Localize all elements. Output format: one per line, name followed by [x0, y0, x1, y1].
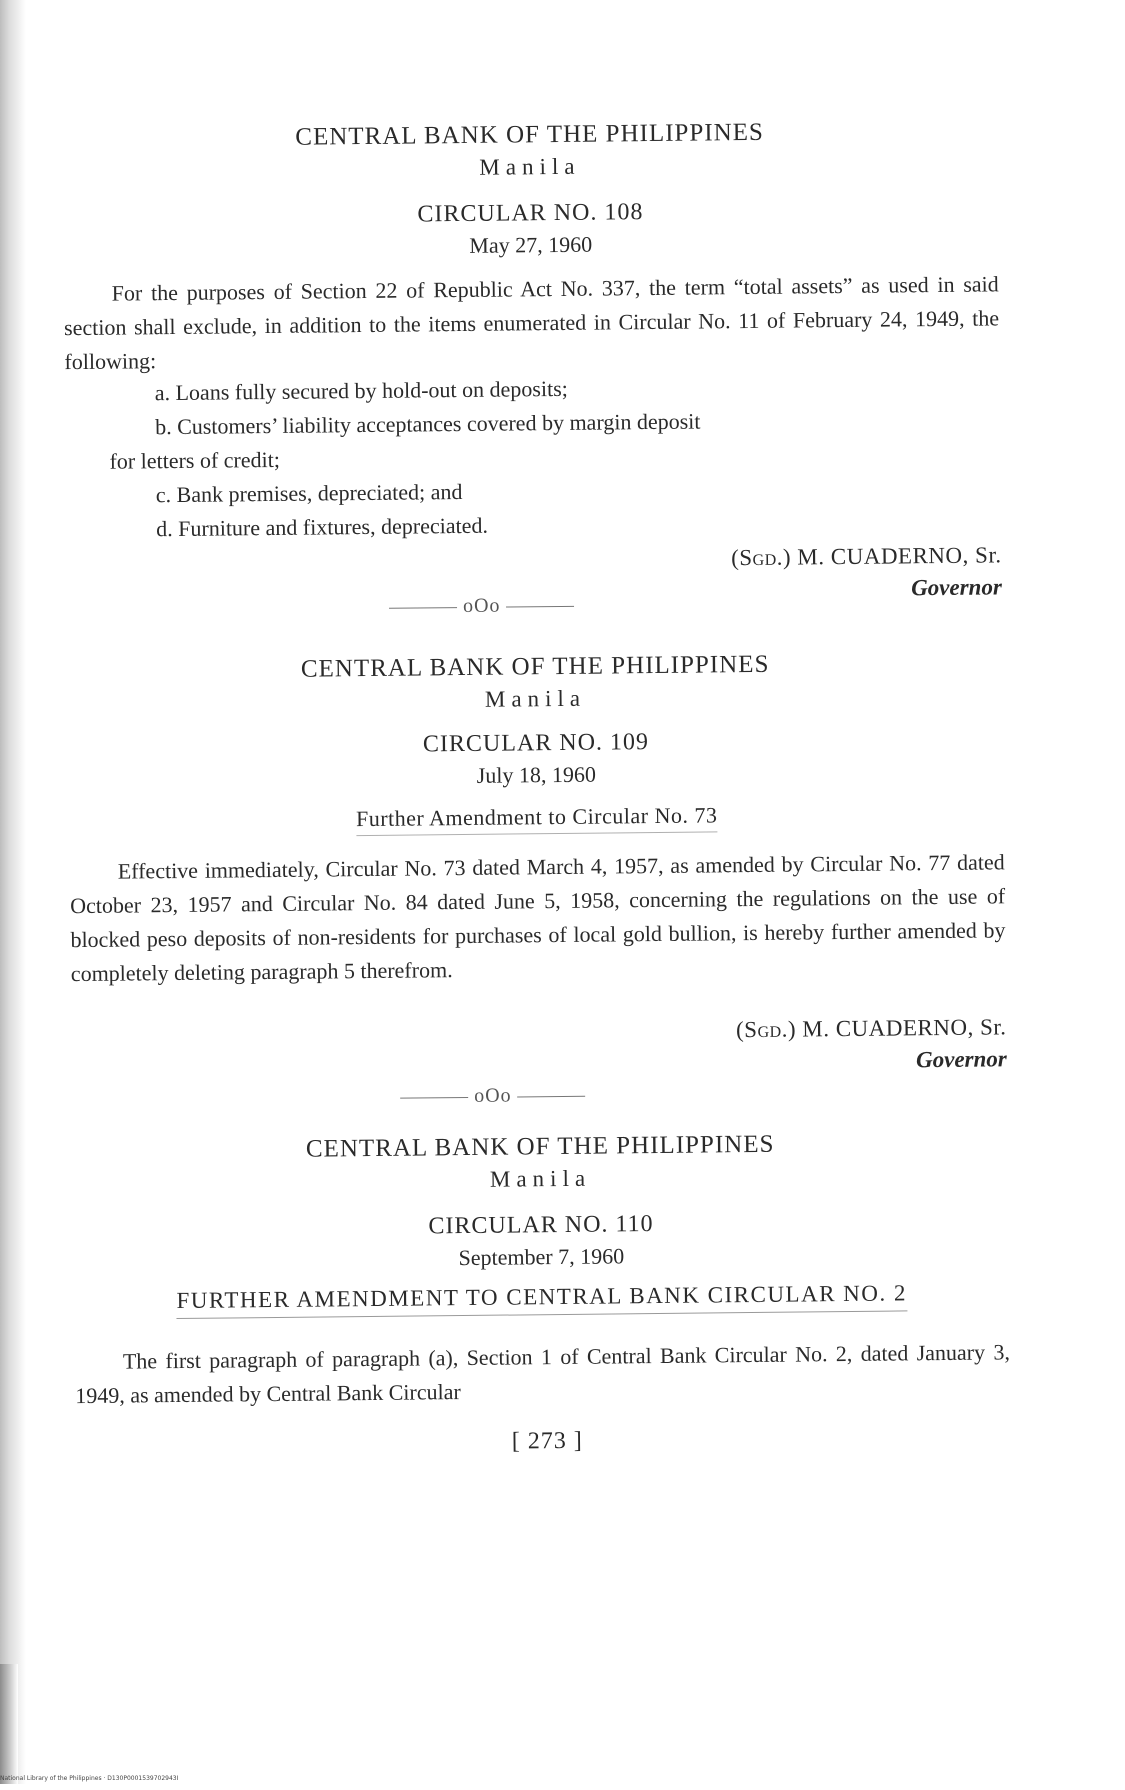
- bank-name: CENTRAL BANK OF THE PHILIPPINES: [305, 1130, 775, 1163]
- circular-date: May 27, 1960: [469, 231, 593, 258]
- circular-110-title: [73, 1203, 1009, 1277]
- separator-mark: oOo: [462, 594, 501, 617]
- signed-mark: (Sgd.): [735, 1016, 797, 1043]
- separator-mark: oOo: [474, 1084, 512, 1107]
- list-item: b. Customers’ liability acceptances covered by margin deposit: [154, 408, 701, 440]
- circular-108-header: [62, 113, 998, 187]
- scan-footer-tag: National Library of the Philippines · D130P0001539702943I: [0, 1775, 179, 1782]
- circular-subject: Further Amendment to Circular No. 73: [356, 802, 718, 836]
- circular-108-body: [64, 267, 1000, 379]
- circular-109-subject: [69, 799, 1004, 839]
- circular-108-title: [63, 191, 999, 265]
- signer-name: M. CUADERNO, Sr.: [797, 542, 1002, 570]
- list-item-continuation: for letters of credit;: [109, 446, 281, 474]
- body-paragraph: Effective immediately, Circular No. 73 dated March 4, 1957, as amended by Circular No. 77 dated October 23, 1957 and Circular No. 84 dated June 5, 1958, concerning the regulations on the use of blocked peso deposits of non-residents for purchases of local gold bullion, is hereby further amended by completely deleting paragraph 5 therefrom.: [70, 849, 1006, 987]
- body-paragraph: The first paragraph of paragraph (a), Section 1 of Central Bank Circular No. 2, dated January 3, 1949, as amended by Central Bank Circular: [75, 1339, 1010, 1409]
- signed-mark: (Sgd.): [730, 544, 792, 571]
- body-paragraph: For the purposes of Section 22 of Republic Act No. 337, the term “total assets” as used in said section shall exclude, in addition to the items enumerated in Circular No. 11 of February 24, 1949, the following:: [63, 271, 1000, 375]
- circular-110-body: [75, 1335, 1011, 1413]
- circular-109-title: [68, 721, 1004, 795]
- circular-number: CIRCULAR NO. 110: [428, 1211, 654, 1240]
- circular-109-body: [70, 845, 1006, 991]
- circular-109-signature: [71, 1010, 1087, 1085]
- circular-date: September 7, 1960: [458, 1243, 625, 1271]
- city: Manila: [479, 153, 581, 180]
- circular-110-subject: [74, 1279, 1009, 1320]
- city: Manila: [484, 685, 587, 712]
- circular-date: July 18, 1960: [476, 761, 597, 788]
- circular-110-header: [73, 1125, 1009, 1199]
- circular-number: CIRCULAR NO. 109: [422, 729, 650, 758]
- circular-109-header: [68, 645, 1004, 719]
- list-item: a. Loans fully secured by hold-out on deposits;: [154, 375, 568, 406]
- bank-name: CENTRAL BANK OF THE PHILIPPINES: [300, 650, 770, 683]
- signer-name: M. CUADERNO, Sr.: [802, 1014, 1007, 1042]
- signer-title: Governor: [910, 574, 1002, 601]
- circular-subject: FURTHER AMENDMENT TO CENTRAL BANK CIRCULAR NO. 2: [176, 1280, 907, 1319]
- signer-title: Governor: [915, 1046, 1007, 1073]
- page-number: [ 273 ]: [511, 1427, 583, 1455]
- section-separator: [400, 1084, 586, 1109]
- list-item: d. Furniture and fixtures, depreciated.: [156, 512, 489, 542]
- circular-number: CIRCULAR NO. 108: [417, 199, 644, 228]
- list-item: c. Bank premises, depreciated; and: [155, 478, 463, 508]
- section-separator: [389, 594, 575, 619]
- circular-108-items: [65, 367, 1002, 547]
- city: Manila: [489, 1165, 592, 1192]
- bank-name: CENTRAL BANK OF THE PHILIPPINES: [295, 118, 764, 151]
